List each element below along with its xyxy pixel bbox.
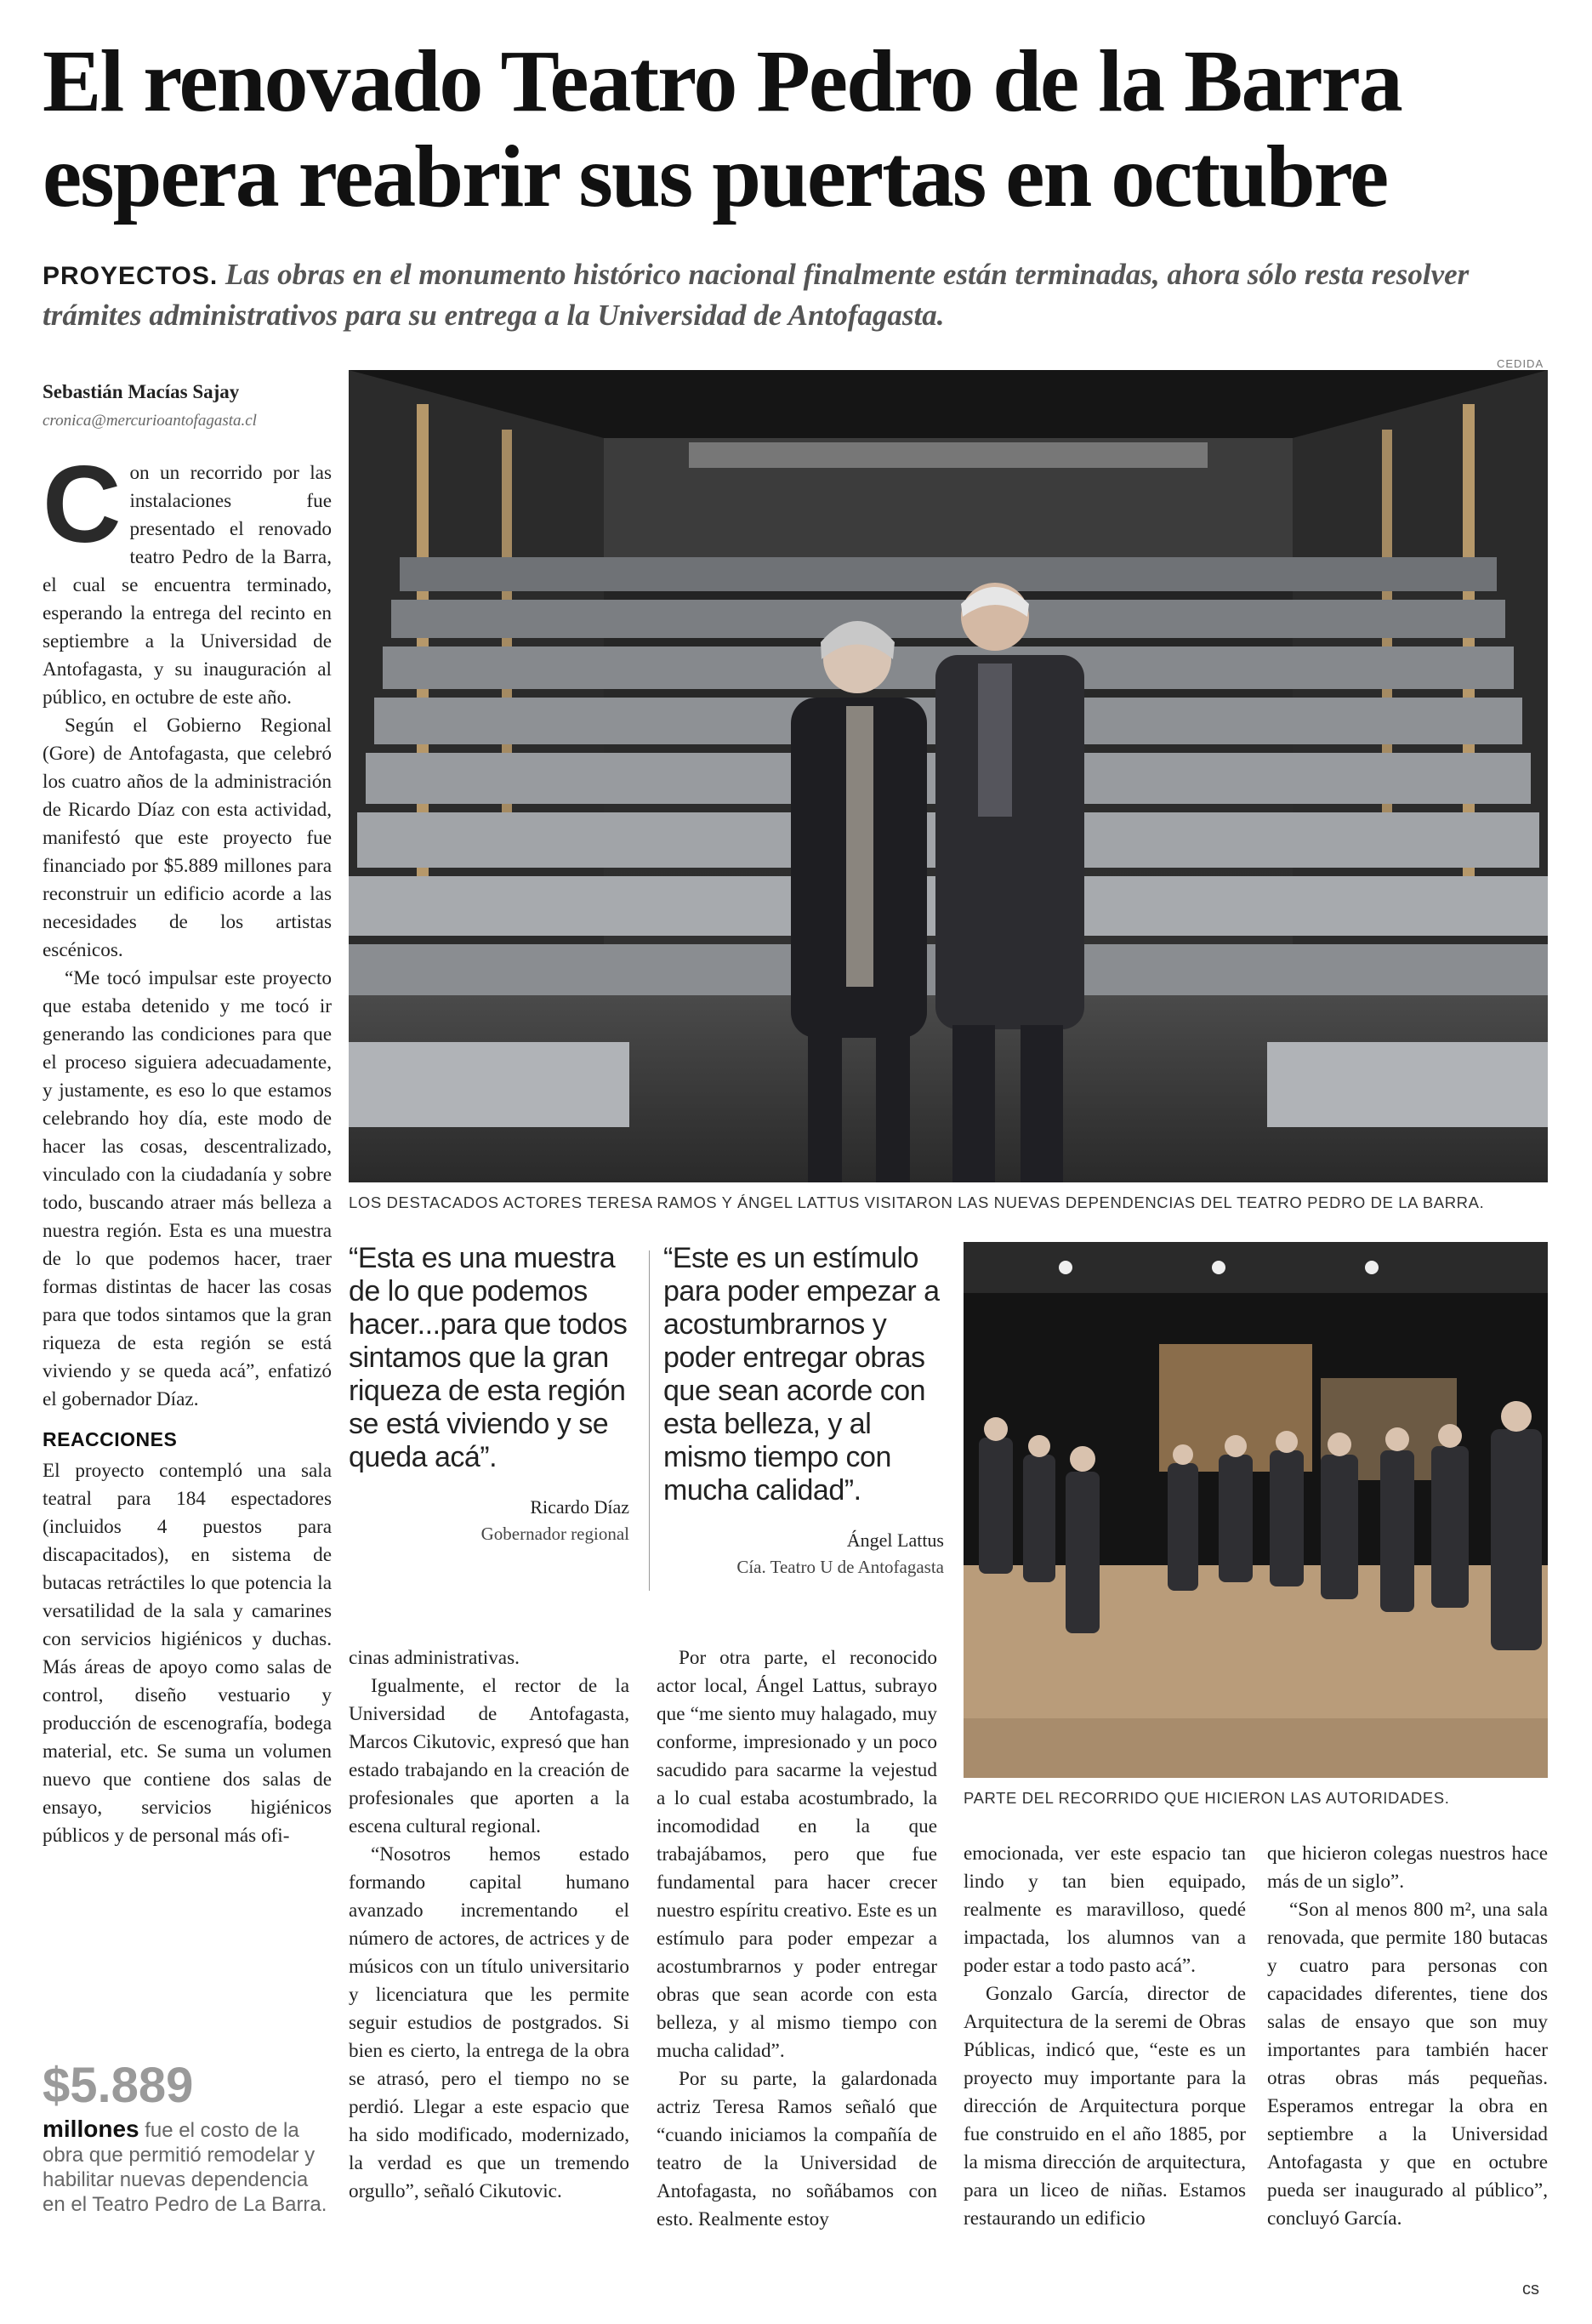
article-column-2 [349,1644,629,2206]
byline-author: Sebastián Macías Sajay [43,381,240,402]
second-photo [964,1242,1548,1778]
main-photo [349,370,1548,1182]
paragraph-6: “Nosotros hemos estado formando capital humano avanzado incrementando el número de actores, de actrices y de músicos con un título universitario y licenciatura que les permite seguir estudios de postgrados. Si bien es cierto, la entrega de la obra se atrasó, pero el tiempo no se perdió. Llegar a este espacio que ha sido modificado, modernizado, la verdad es que un tremendo orgullo”, señaló Cikutovic. [349,1843,629,2202]
pull-quote-1-text: “Esta es una muestra de lo que podemos hacer...para que todos sintamos que la gran riqueza de esta región se está viviendo y se queda acá”. [349,1242,628,1473]
article-column-5 [1267,1840,1548,2233]
column-4-carryover: emocionada, ver este espacio tan lindo y tan bien equipado, realmente es maravilloso, quedé impactada, los alumnos van a poder estar a todo pasto acá”. [964,1843,1246,1977]
tour-photo-image [964,1242,1548,1778]
drop-cap: C [43,444,122,566]
pull-quote-1-name: Ricardo Díaz [530,1496,629,1518]
paragraph-3: “Me tocó impulsar este proyecto que estaba detenido y me tocó ir generando las condiciones para que el proceso siguiera adecuadamente, y justamente, es eso lo que estamos celebrando hoy día, este modo de hacer las cosas, descentralizado, vinculado con la ciudadanía y sobre todo, buscando atraer más belleza a nuestra región. Esta es una muestra de lo que podemos hacer, traer formas distintas de hacer las cosas para que todos sintamos que la gran riqueza de esta región se está viviendo y se queda acá”, enfatizó el gobernador Díaz. [43,967,332,1410]
byline [43,381,332,430]
section-subhead: REACCIONES [43,1428,178,1450]
deck-kicker: PROYECTOS. [43,262,219,290]
pull-quote-1-role: Gobernador regional [480,1524,629,1544]
article-column-3 [657,1644,937,2234]
second-photo-caption: PARTE DEL RECORRIDO QUE HICIERON LAS AUTORIDADES. [964,1789,1450,1807]
big-figure [43,2059,332,2217]
article-column-1 [43,444,332,1850]
photo-credit: CEDIDA [1497,357,1544,370]
deck-text: Las obras en el monumento histórico nacional finalmente están terminadas, ahora sólo resta resolver trámites administrativos para su entrega a la Universidad de Antofagasta. [43,258,1470,332]
theater-photo-image [349,370,1548,1182]
paragraph-10: “Son al menos 800 m², una sala renovada, que permite 180 butacas y cuatro para personas con capacidades diferentes, tiene dos salas de ensayo que son muy importantes para también hacer otras obras más pequeñas. Esperamos entregar la obra en septiembre a la Universidad Antofagasta y que en octubre pueda ser inaugurado al público”, concluyó García. [1267,1899,1548,2230]
article-column-4 [964,1840,1246,2233]
deck [43,255,1556,335]
pull-quote-1 [349,1242,629,1545]
headline-line-2: espera reabrir sus puertas en octubre [43,128,1388,225]
pull-quote-2-name: Ángel Lattus [846,1529,944,1551]
pull-quote-2 [663,1242,944,1578]
big-figure-number: $5.889 [43,2058,194,2113]
byline-email: cronica@mercurioantofagasta.cl [43,412,257,430]
pull-quote-2-text: “Este es un estímulo para poder empezar a acostumbrarnos y poder entregar obras que sean acorde con esta belleza, y al mismo tiempo con mucha calidad”. [663,1242,940,1507]
column-5-carryover: que hicieron colegas nuestros hace más de un siglo”. [1267,1843,1548,1893]
headline [43,34,1556,225]
column-2-carryover: cinas administrativas. [349,1647,520,1669]
main-photo-caption: LOS DESTACADOS ACTORES TERESA RAMOS Y ÁNGEL LATTUS VISITARON LAS NUEVAS DEPENDENCIAS DEL TEATRO PEDRO DE LA BARRA. [349,1193,1485,1211]
paragraph-4: El proyecto contempló una sala teatral para 184 espectadores (incluidos 4 puestos para discapacitados), en sistema de butacas retráctiles lo que potencia la versatilidad de la sala y camarines con servicios higiénicos y duchas. Más áreas de apoyo como salas de control, diseño vestuario y producción de escenografía, bodega material, etc. Se suma un volumen nuevo que contiene dos salas de ensayo, servicios higiénicos públicos y de personal más ofi- [43,1460,332,1847]
paragraph-7: Por otra parte, el reconocido actor local, Ángel Lattus, subrayo que “me siento muy halagado, muy conforme, impresionado y un poco sacudido para sacarme la vejestud a lo cual estaba acostumbrado, la incomodidad en la que trabajábamos, pero que fue fundamental para hacer crecer nuestro espíritu creativo. Este es un estímulo para poder empezar a acostumbrarnos y poder entregar obras que sean acorde con esta belleza, y al mismo tiempo con mucha calidad”. [657,1647,937,2062]
end-mark: cs [1522,2280,1539,2298]
headline-line-1: El renovado Teatro Pedro de la Barra [43,32,1402,130]
paragraph-5: Igualmente, el rector de la Universidad de Antofagasta, Marcos Cikutovic, expresó que han estado trabajando en la creación de profesionales que aporten a la escena cultural regional. [349,1675,629,1837]
paragraph-8: Por su parte, la galardonada actriz Teresa Ramos señaló que “cuando iniciamos la compañía de teatro de la Universidad de Antofagasta, no soñábamos con esto. Realmente estoy [657,2068,937,2230]
paragraph-9: Gonzalo García, director de Arquitectura de la seremi de Obras Públicas, indicó que, “este es un proyecto muy importante para la dirección de Arquitectura porque fue construido en el año 1885, por la misma dirección de arquitectura, para un liceo de niñas. Estamos restaurando un edificio [964,1983,1246,2230]
paragraph-2: Según el Gobierno Regional (Gore) de Antofagasta, que celebró los cuatro años de la administración de Ricardo Díaz con esta actividad, manifestó que este proyecto fue financiado por $5.889 millones para reconstruir un edificio acorde a las necesidades de los artistas escénicos. [43,715,332,961]
big-figure-text: millones fue el costo de la obra que permitió remodelar y habilitar nuevas dependencia en el Teatro Pedro de La Barra. [43,2116,327,2216]
quote-divider [649,1250,650,1591]
paragraph-1: Con un recorrido por las instalaciones fue presentado el renovado teatro Pedro de la Barra, el cual se encuentra terminado, esperando la entrega del recinto en septiembre a la Universidad de Antofagasta, y su inauguración al público, en octubre de este año. [43,444,332,709]
pull-quote-2-role: Cía. Teatro U de Antofagasta [736,1557,944,1577]
